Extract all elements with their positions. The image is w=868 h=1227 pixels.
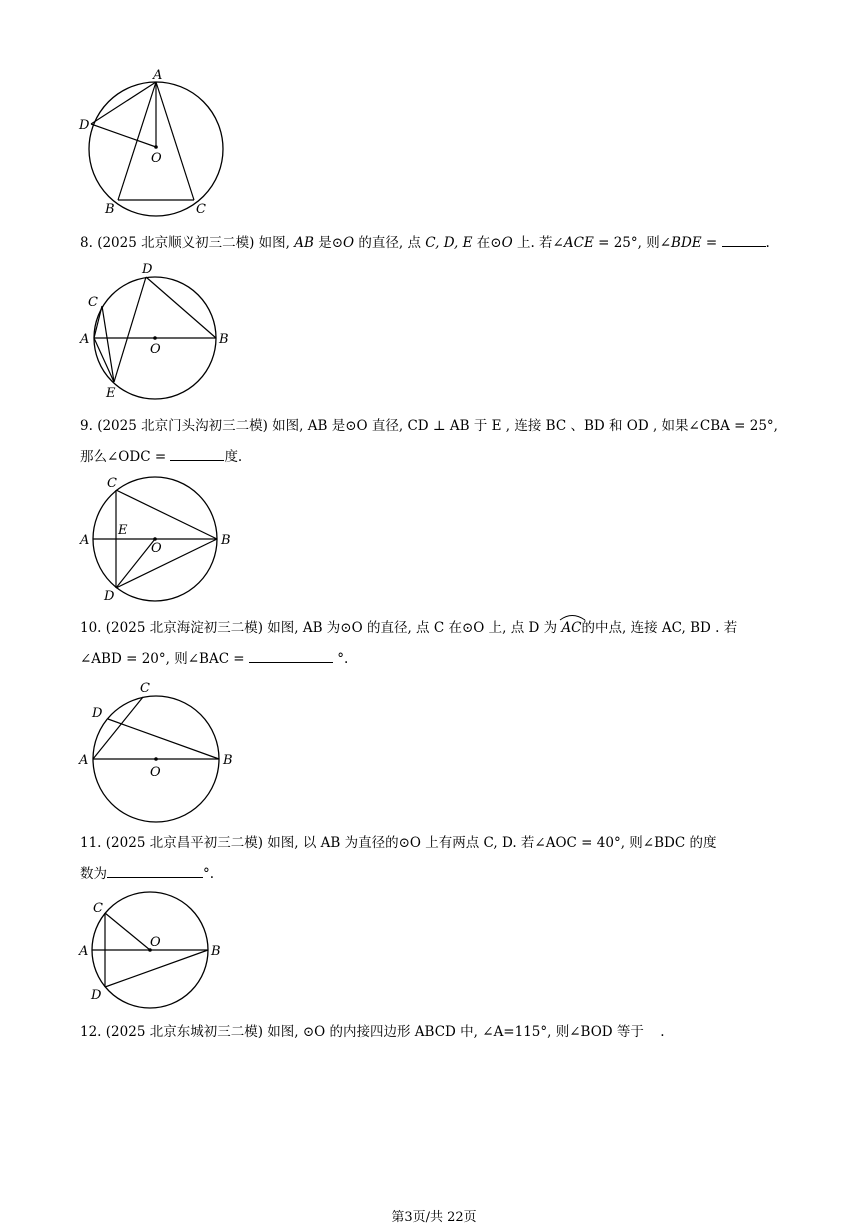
fig8-label-O: O [150,342,161,357]
fig9-label-D: D [104,589,115,604]
q12-answer-blank[interactable] [648,1021,660,1036]
question-10-line2: ∠ABD = 20°, 则∠BAC = °. [80,648,348,669]
q11-source: (2025 北京昌平初三二模) [105,835,263,851]
fig7-label-A: A [153,68,163,83]
q12-number: 12. [80,1024,102,1040]
fig11-label-O: O [150,935,161,950]
fig8-label-D: D [142,262,153,277]
q10-number: 10. [80,620,102,636]
q9-source: (2025 北京门头沟初三二模) [97,418,268,434]
page-footer: 第3页/共 22页 [391,1210,477,1225]
q10-arc-AC: AC [561,618,581,638]
fig11-label-D: D [91,988,102,1003]
question-12: 12. (2025 北京东城初三二模) 如图, ⊙O 的内接四边形 ABCD 中, ∠A=115°, 则∠BOD 等于 . [80,1021,664,1042]
fig8-label-A: A [80,332,90,347]
fig9-label-A: A [80,533,90,548]
fig10-label-C: C [140,681,150,696]
fig10-label-B: B [223,753,233,768]
q12-source: (2025 北京东城初三二模) [105,1024,263,1040]
q11-number: 11. [80,835,102,851]
fig7-label-B: B [105,202,115,217]
fig9-label-O: O [151,541,162,556]
fig11-label-A: A [79,944,89,959]
fig10-label-O: O [150,765,161,780]
q9-text-line1: 如图, AB 是⊙O 直径, CD ⊥ AB 于 E , 连接 BC 、BD 和 OD , 如果∠CBA = 25°, [267,418,778,434]
fig11-label-C: C [93,901,103,916]
fig9-label-E: E [118,523,128,538]
question-9-line2: 那么∠ODC = 度. [80,446,242,467]
fig11-label-B: B [211,944,221,959]
fig11-seg-CO [105,913,150,950]
q8-number: 8. [80,235,93,251]
question-10: 10. (2025 北京海淀初三二模) 如图, AB 为⊙O 的直径, 点 C 在⊙O 上, 点 D 为 AC的中点, 连接 AC, BD . 若 [80,618,737,638]
fig8-label-C: C [88,295,98,310]
fig8-label-E: E [106,386,116,401]
fig8-label-B: B [219,332,229,347]
q9-number: 9. [80,418,93,434]
fig10-label-A: A [79,753,89,768]
fig11-seg-DB [105,950,208,987]
question-11: 11. (2025 北京昌平初三二模) 如图, 以 AB 为直径的⊙O 上有两点 C, D. 若∠AOC = 40°, 则∠BDC 的度 [80,835,717,851]
q10-source: (2025 北京海淀初三二模) [105,620,263,636]
fig9-label-B: B [221,533,231,548]
q8-source: (2025 北京顺义初三二模) [97,235,255,251]
question-8: 8. (2025 北京顺义初三二模) 如图, AB 是⊙O 的直径, 点 C, D, E 在⊙O 上. 若∠ACE = 25°, 则∠BDE = . [80,232,770,253]
fig7-label-C: C [196,202,206,217]
fig7-label-O: O [151,151,162,166]
question-11-line2: 数为 °. [80,863,214,884]
fig7-label-D: D [79,118,90,133]
fig9-label-C: C [107,476,117,491]
fig10-label-D: D [92,706,103,721]
